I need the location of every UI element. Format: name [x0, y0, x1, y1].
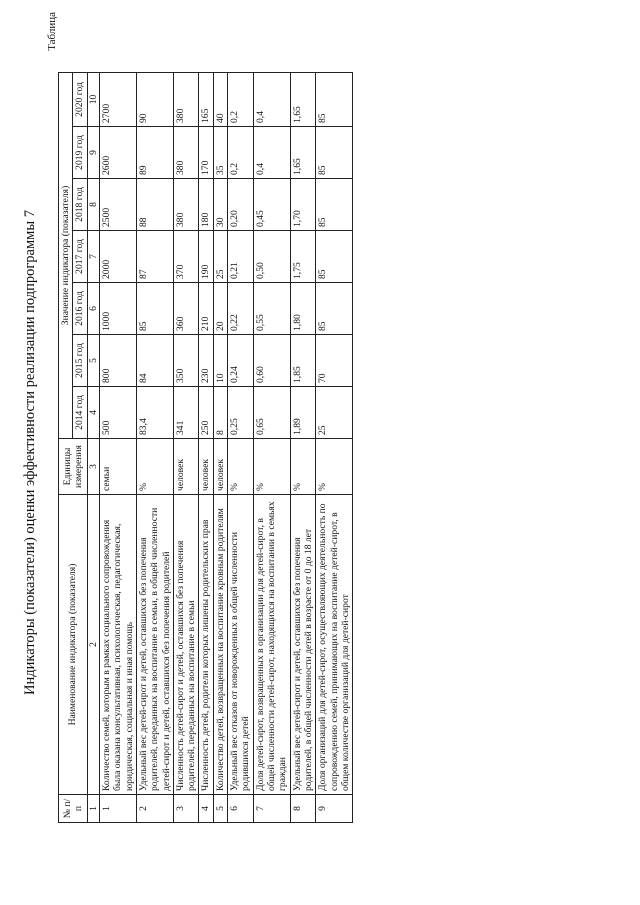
value-cell: 88 — [136, 179, 173, 231]
indicator-unit: % — [228, 439, 254, 495]
value-cell: 85 — [316, 72, 353, 126]
header-name: Наименование индикатора (показателя) — [59, 495, 88, 795]
value-cell: 1,65 — [290, 72, 316, 126]
value-cell: 0,2 — [228, 72, 254, 126]
indicator-unit: % — [316, 439, 353, 495]
column-number: 7 — [87, 231, 99, 283]
value-cell: 2700 — [99, 72, 136, 126]
document-title: Индикаторы (показатели) оценки эффективности реализации подпрограммы 7 — [22, 210, 38, 695]
header-year: 2015 год — [73, 335, 87, 387]
value-cell: 800 — [99, 335, 136, 387]
table-row — [316, 72, 353, 822]
indicators-table — [58, 72, 353, 823]
value-cell: 0,20 — [228, 179, 254, 231]
indicator-name: Доля детей-сирот, возвращенных в организации для детей-сирот, в общей численности детей-сирот, находящихся на воспитании в семьях граждан — [253, 495, 290, 795]
value-cell: 165 — [199, 72, 213, 126]
indicator-name: Количество детей, возвращенных на воспитание кровным родителям — [213, 495, 227, 795]
indicator-name: Удельный вес детей-сирот и детей, оставшихся без попечения родителей, в общей численности детей в возрасте от 0 до 18 лет — [290, 495, 316, 795]
indicator-name: Удельный вес отказов от новорожденных в общей численности родившихся детей — [228, 495, 254, 795]
row-num: 2 — [136, 795, 173, 823]
row-num: 3 — [173, 795, 199, 823]
value-cell: 380 — [173, 127, 199, 179]
value-cell: 1,65 — [290, 127, 316, 179]
header-year: 2014 год — [73, 387, 87, 439]
header-year: 2019 год — [73, 127, 87, 179]
column-number: 2 — [87, 495, 99, 795]
value-cell: 70 — [316, 335, 353, 387]
value-cell: 230 — [199, 335, 213, 387]
indicator-name: Численность детей-сирот и детей, оставшихся без попечения родителей, переданных на воспитание в семьи — [173, 495, 199, 795]
value-cell: 25 — [316, 387, 353, 439]
indicator-unit: % — [290, 439, 316, 495]
indicator-name: Количество семей, которым в рамках социального сопровождения была оказана консультативная, психологическая, педагогическая, юридическая, социальная и иная помощь — [99, 495, 136, 795]
header-values-group: Значение индикатора (показателя) — [59, 72, 73, 438]
value-cell: 40 — [213, 72, 227, 126]
indicator-unit: % — [136, 439, 173, 495]
value-cell: 0,4 — [253, 72, 290, 126]
value-cell: 85 — [316, 127, 353, 179]
column-number: 4 — [87, 387, 99, 439]
value-cell: 1,70 — [290, 179, 316, 231]
value-cell: 360 — [173, 283, 199, 335]
value-cell: 1,85 — [290, 335, 316, 387]
value-cell: 90 — [136, 72, 173, 126]
value-cell: 0,22 — [228, 283, 254, 335]
value-cell: 1,80 — [290, 283, 316, 335]
table-row — [136, 72, 173, 822]
value-cell: 0,65 — [253, 387, 290, 439]
value-cell: 85 — [316, 179, 353, 231]
table-label: Таблица — [46, 12, 58, 51]
value-cell: 87 — [136, 231, 173, 283]
header-year: 2018 год — [73, 179, 87, 231]
value-cell: 0,50 — [253, 231, 290, 283]
header-year: 2020 год — [73, 72, 87, 126]
indicator-name: Численность детей, родители которых лишены родительских прав — [199, 495, 213, 795]
column-number: 3 — [87, 439, 99, 495]
value-cell: 0,2 — [228, 127, 254, 179]
row-num: 4 — [199, 795, 213, 823]
table-row — [173, 72, 199, 822]
column-number: 10 — [87, 72, 99, 126]
indicator-unit: человек — [213, 439, 227, 495]
header-num: № п/п — [59, 795, 88, 823]
value-cell: 0,45 — [253, 179, 290, 231]
column-number: 1 — [87, 795, 99, 823]
value-cell: 1,89 — [290, 387, 316, 439]
value-cell: 85 — [316, 231, 353, 283]
value-cell: 89 — [136, 127, 173, 179]
header-year: 2017 год — [73, 231, 87, 283]
indicator-name: Доля организаций для детей-сирот, осуществляющих деятельность по сопровождению семей, принимающих на воспитание детей-сирот, в общем количестве организаций для детей-сирот — [316, 495, 353, 795]
value-cell: 85 — [136, 283, 173, 335]
value-cell: 380 — [173, 72, 199, 126]
value-cell: 2600 — [99, 127, 136, 179]
table-row — [99, 72, 136, 822]
value-cell: 0,21 — [228, 231, 254, 283]
header-unit: Единицы измерения — [59, 439, 88, 495]
value-cell: 341 — [173, 387, 199, 439]
value-cell: 210 — [199, 283, 213, 335]
value-cell: 0,24 — [228, 335, 254, 387]
column-number: 8 — [87, 179, 99, 231]
indicator-unit: семьи — [99, 439, 136, 495]
row-num: 5 — [213, 795, 227, 823]
column-number-row — [87, 72, 99, 822]
table-row — [290, 72, 316, 822]
value-cell: 250 — [199, 387, 213, 439]
column-number: 5 — [87, 335, 99, 387]
value-cell: 25 — [213, 231, 227, 283]
value-cell: 370 — [173, 231, 199, 283]
row-num: 9 — [316, 795, 353, 823]
table-row — [199, 72, 213, 822]
header-year: 2016 год — [73, 283, 87, 335]
value-cell: 2500 — [99, 179, 136, 231]
value-cell: 35 — [213, 127, 227, 179]
value-cell: 380 — [173, 179, 199, 231]
table-row — [253, 72, 290, 822]
indicator-unit: человек — [199, 439, 213, 495]
row-num: 1 — [99, 795, 136, 823]
row-num: 7 — [253, 795, 290, 823]
value-cell: 20 — [213, 283, 227, 335]
value-cell: 8 — [213, 387, 227, 439]
value-cell: 83,4 — [136, 387, 173, 439]
indicator-name: Удельный вес детей-сирот и детей, оставшихся без попечения родителей, переданных на воспитание в семьи, в общей численности детей-сирот и детей, оставшихся без попечения родителей — [136, 495, 173, 795]
value-cell: 170 — [199, 127, 213, 179]
value-cell: 190 — [199, 231, 213, 283]
value-cell: 0,25 — [228, 387, 254, 439]
value-cell: 85 — [316, 283, 353, 335]
value-cell: 30 — [213, 179, 227, 231]
column-number: 9 — [87, 127, 99, 179]
column-number: 6 — [87, 283, 99, 335]
value-cell: 1000 — [99, 283, 136, 335]
value-cell: 350 — [173, 335, 199, 387]
row-num: 6 — [228, 795, 254, 823]
indicator-unit: % — [253, 439, 290, 495]
value-cell: 84 — [136, 335, 173, 387]
value-cell: 180 — [199, 179, 213, 231]
value-cell: 0,4 — [253, 127, 290, 179]
value-cell: 2000 — [99, 231, 136, 283]
value-cell: 500 — [99, 387, 136, 439]
indicator-unit: человек — [173, 439, 199, 495]
table-row — [213, 72, 227, 822]
value-cell: 0,60 — [253, 335, 290, 387]
value-cell: 1,75 — [290, 231, 316, 283]
table-row — [228, 72, 254, 822]
value-cell: 0,55 — [253, 283, 290, 335]
row-num: 8 — [290, 795, 316, 823]
value-cell: 10 — [213, 335, 227, 387]
